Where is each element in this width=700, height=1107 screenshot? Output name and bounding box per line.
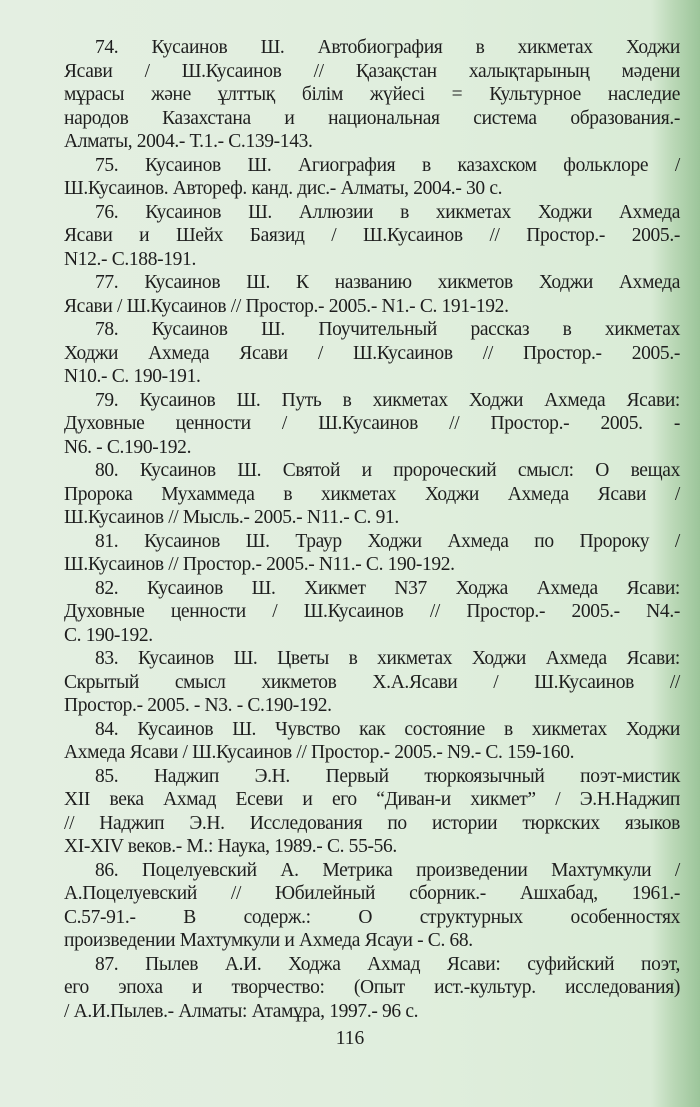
bibliography-entry	[64, 647, 680, 718]
entry-line: 80. Кусаинов Ш. Святой и пророческий смысл: О вещах	[95, 460, 680, 481]
entry-line: XI-XIV веков.- М.: Наука, 1989.- С. 55-56.	[64, 836, 397, 857]
entry-line: Ясави / Ш.Кусаинов // Простор.- 2005.- N1.- С. 191-192.	[64, 295, 509, 317]
bibliography-entry	[64, 577, 680, 648]
bibliography-entry	[64, 318, 680, 389]
entry-line: произведении Махтумкули и Ахмеда Ясауи - С. 68.	[64, 930, 473, 951]
bibliography-entry	[64, 530, 680, 577]
entry-line: Ахмеда Ясави / Ш.Кусаинов // Простор.- 2005.- N9.- С. 159-160.	[64, 742, 575, 763]
bibliography-entry	[64, 459, 680, 530]
entry-line: 75. Кусаинов Ш. Агиография в казахском фольклоре /	[95, 154, 680, 176]
bibliography-entry	[64, 201, 680, 272]
bibliography-entry	[64, 859, 680, 953]
entry-line: Ходжи Ахмеда Ясави / Ш.Кусаинов // Простор.- 2005.-	[64, 342, 680, 364]
bibliography-entry	[64, 718, 680, 765]
entry-line: Ш.Кусаинов // Мысль.- 2005.- N11.- С. 91.	[64, 507, 399, 528]
bibliography-list	[64, 36, 680, 1023]
entry-line: Скрытый смысл хикметов Х.А.Ясави / Ш.Кусаинов //	[64, 671, 680, 693]
page-number: 116	[335, 1028, 365, 1049]
bibliography-entry	[64, 765, 680, 859]
entry-line: 79. Кусаинов Ш. Путь в хикметах Ходжи Ахмеда Ясави:	[95, 389, 680, 411]
entry-line: 85. Наджип Э.Н. Первый тюркоязычный поэт-мистик	[95, 765, 680, 787]
entry-line: 74. Кусаинов Ш. Автобиография в хикметах Ходжи	[95, 37, 680, 58]
entry-line: его эпоха и творчество: (Опыт ист.-культур. исследования)	[64, 977, 680, 998]
entry-line: народов Казахстана и национальная система образования.-	[64, 107, 680, 129]
entry-line: 76. Кусаинов Ш. Аллюзии в хикметах Ходжи Ахмеда	[95, 201, 680, 223]
bibliography-entry	[64, 389, 680, 460]
bibliography-entry	[64, 271, 680, 318]
bibliography-entry	[64, 36, 680, 154]
entry-line: Ясави и Шейх Баязид / Ш.Кусаинов // Простор.- 2005.-	[64, 225, 680, 246]
entry-line: Ш.Кусаинов. Автореф. канд. дис.- Алматы, 2004.- 30 с.	[64, 178, 503, 199]
entry-line: 86. Поцелуевский А. Метрика произведении Махтумкули /	[95, 859, 680, 881]
entry-line: Ясави / Ш.Кусаинов // Қазақстан халықтарының мәдени	[64, 60, 680, 82]
entry-line: 78. Кусаинов Ш. Поучительный рассказ в хикметах	[95, 319, 680, 340]
entry-line: мұрасы және ұлттық білім жүйесі = Культурное наследие	[64, 84, 680, 105]
entry-line: 84. Кусаинов Ш. Чувство как состояние в хикметах Ходжи	[95, 718, 680, 740]
entry-line: А.Поцелуевский // Юбилейный сборник.- Ашхабад, 1961.-	[64, 883, 680, 904]
entry-line: N12.- С.188-191.	[64, 248, 196, 270]
entry-line: Духовные ценности / Ш.Кусаинов // Простор.- 2005. -	[64, 413, 680, 434]
entry-line: Простор.- 2005. - N3. - С.190-192.	[64, 695, 332, 716]
entry-line: / А.И.Пылев.- Алматы: Атамұра, 1997.- 96 с.	[64, 1000, 419, 1022]
entry-line: 77. Кусаинов Ш. К названию хикметов Ходжи Ахмеда	[95, 272, 680, 293]
entry-line: 81. Кусаинов Ш. Траур Ходжи Ахмеда по Пророку /	[95, 530, 680, 552]
entry-line: // Наджип Э.Н. Исследования по истории тюркских языков	[64, 812, 680, 834]
entry-line: 83. Кусаинов Ш. Цветы в хикметах Ходжи Ахмеда Ясави:	[95, 648, 680, 669]
entry-line: XII века Ахмад Есеви и его “Диван-и хикмет” / Э.Н.Наджип	[64, 789, 680, 810]
entry-line: С.57-91.- В содерж.: О структурных особенностях	[64, 906, 680, 928]
bibliography-entry	[64, 953, 680, 1024]
entry-line: 82. Кусаинов Ш. Хикмет N37 Ходжа Ахмеда Ясави:	[95, 577, 680, 599]
entry-line: Духовные ценности / Ш.Кусаинов // Простор.- 2005.- N4.-	[64, 601, 680, 622]
entry-line: Пророка Мухаммеда в хикметах Ходжи Ахмеда Ясави /	[64, 483, 680, 505]
entry-line: С. 190-192.	[64, 624, 153, 646]
entry-line: N10.- С. 190-191.	[64, 366, 201, 387]
entry-line: Алматы, 2004.- Т.1.- С.139-143.	[64, 131, 313, 152]
entry-line: 87. Пылев А.И. Ходжа Ахмад Ясави: суфийский поэт,	[95, 953, 680, 975]
entry-line: Ш.Кусаинов // Простор.- 2005.- N11.- С. 190-192.	[64, 554, 455, 575]
entry-line: N6. - С.190-192.	[64, 436, 192, 458]
bibliography-entry	[64, 154, 680, 201]
